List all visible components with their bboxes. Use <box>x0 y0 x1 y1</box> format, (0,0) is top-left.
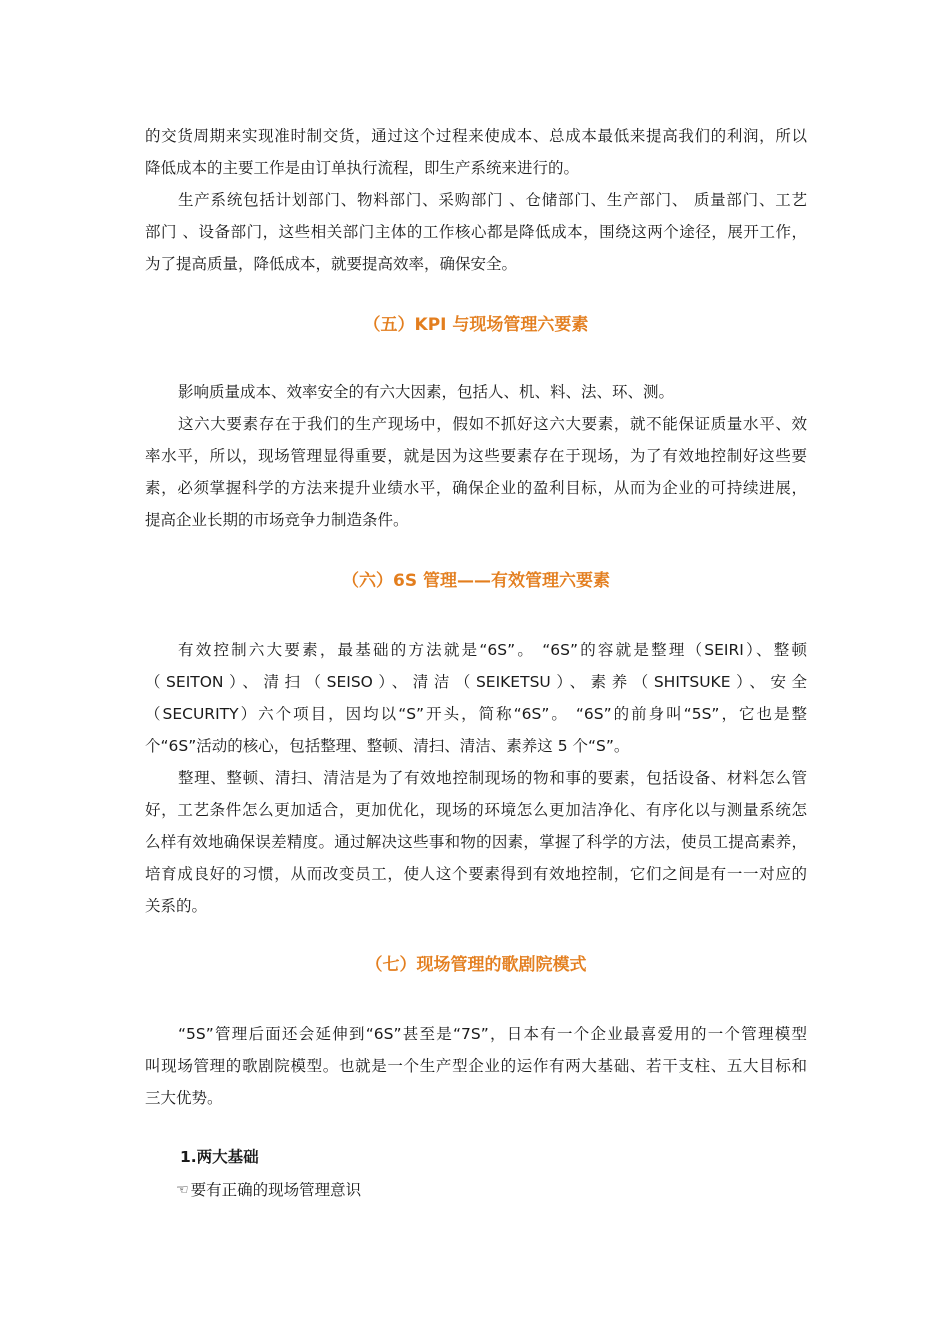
text-line: 素，必须掌握科学的方法来提升业绩水平，确保企业的盈利目标，从而为企业的可持续进展， <box>145 479 807 497</box>
text-line: 好，工艺条件怎么更加适合，更加优化，现场的环境怎么更加洁净化、有序化以与测量系统怎 <box>145 801 807 819</box>
subheading-two-foundations: 1.两大基础 <box>180 1148 259 1166</box>
paragraph-cost-reduction <box>145 120 807 184</box>
text-line: “5S”管理后面还会延伸到“6S”甚至是“7S”，日本有一个企业最喜爱用的一个管理模型 <box>178 1025 807 1043</box>
text-line: 这六大要素存在于我们的生产现场中，假如不抓好这六大要素，就不能保证质量水平、效 <box>178 415 807 433</box>
text-line: 三大优势。 <box>145 1089 223 1107</box>
text-line: 生产系统包括计划部门、物料部门、采购部门 、仓储部门、生产部门、 质量部门、工艺 <box>178 191 807 209</box>
text-line: 培育成良好的习惯，从而改变员工，使人这个要素得到有效地控制，它们之间是有一一对应的 <box>145 865 807 883</box>
paragraph-site-management <box>145 408 807 536</box>
paragraph-6s-purpose <box>145 762 807 922</box>
paragraph-production-system <box>145 184 807 280</box>
paragraph-6s-definition <box>145 634 807 762</box>
text-line: 提高企业长期的市场竞争力制造条件。 <box>145 511 409 529</box>
text-line: （SEITON）、清扫（SEISO）、清洁（SEIKETSU）、素养（SHITSUKE）、安全 <box>145 673 807 691</box>
section-heading-6s: （六）6S 管理——有效管理六要素 <box>342 571 610 591</box>
text-line: （SECURITY）六个项目，因均以“S”开头，简称“6S”。 “6S”的前身叫“5S”，它也是整 <box>145 705 807 723</box>
text-line: 关系的。 <box>145 897 208 915</box>
paragraph-opera-model <box>145 1018 807 1114</box>
paragraph-six-factors <box>145 376 807 408</box>
text-line: 为了提高质量，降低成本，就要提高效率，确保安全。 <box>145 255 518 273</box>
text-line: 整理、整顿、清扫、清洁是为了有效地控制现场的物和事的要素，包括设备、材料怎么管 <box>178 769 807 787</box>
text-line: 影响质量成本、效率安全的有六大因素，包括人、机、料、法、环、测。 <box>178 383 675 401</box>
bullet-item <box>176 1178 361 1202</box>
text-line: 降低成本的主要工作是由订单执行流程，即生产系统来进行的。 <box>145 159 580 177</box>
text-line: 叫现场管理的歌剧院模型。也就是一个生产型企业的运作有两大基础、若干支柱、五大目标和 <box>145 1057 807 1075</box>
text-line: 的交货周期来实现准时制交货，通过这个过程来使成本、总成本最低来提高我们的利润，所以 <box>145 127 807 145</box>
hand-pointer-icon: ☞ <box>176 1182 189 1198</box>
text-line: 有效控制六大要素，最基础的方法就是“6S”。 “6S”的容就是整理（SEIRI）、整顿 <box>178 641 807 659</box>
section-heading-kpi: （五）KPI 与现场管理六要素 <box>363 315 589 335</box>
section-heading-opera-model: （七）现场管理的歌剧院模式 <box>365 955 587 975</box>
bullet-text: 要有正确的现场管理意识 <box>190 1181 362 1199</box>
text-line: 率水平，所以，现场管理显得重要，就是因为这些要素存在于现场，为了有效地控制好这些要 <box>145 447 807 465</box>
text-line: 么样有效地确保误差精度。通过解决这些事和物的因素，掌握了科学的方法，使员工提高素养， <box>145 833 807 851</box>
text-line: 部门 、设备部门，这些相关部门主体的工作核心都是降低成本，围绕这两个途径，展开工作， <box>145 223 807 241</box>
text-line: 个“6S”活动的核心，包括整理、整顿、清扫、清洁、素养这 5 个“S”。 <box>145 737 630 755</box>
